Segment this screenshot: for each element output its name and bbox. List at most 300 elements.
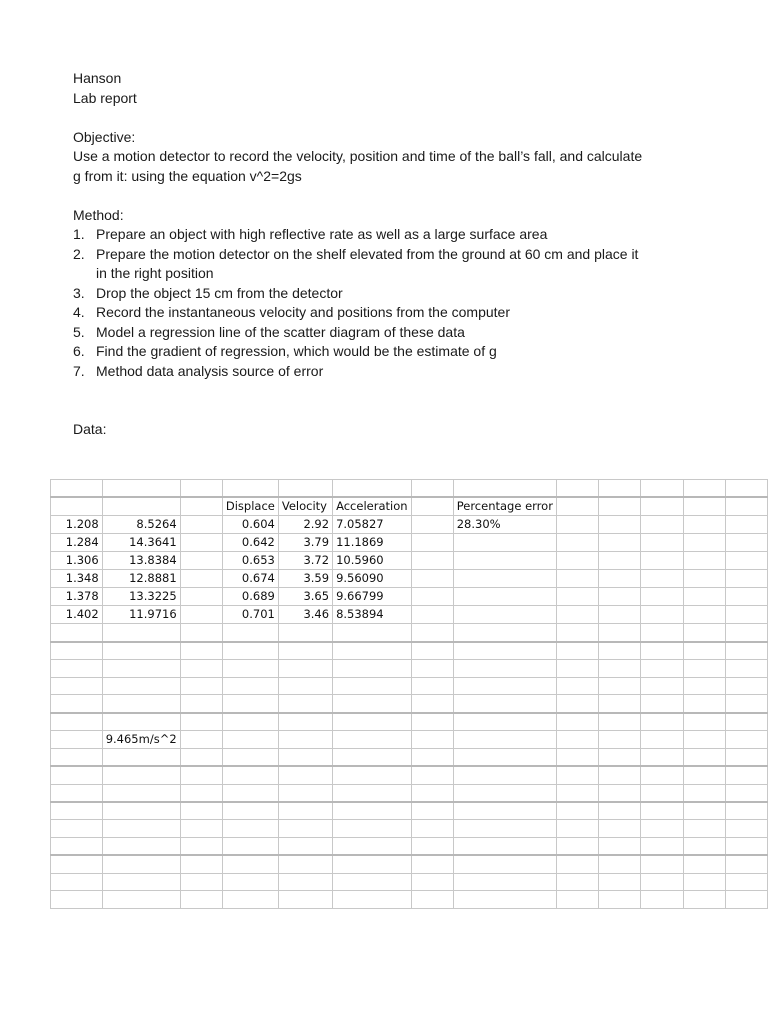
table-cell[interactable] (725, 838, 767, 856)
table-cell[interactable] (453, 891, 556, 909)
table-cell[interactable] (599, 516, 641, 534)
table-cell[interactable] (102, 480, 180, 498)
table-cell[interactable] (102, 838, 180, 856)
table-cell[interactable] (333, 480, 411, 498)
table-cell[interactable] (453, 695, 556, 713)
table-cell[interactable] (641, 552, 683, 570)
table-cell[interactable] (102, 784, 180, 802)
table-cell[interactable] (411, 820, 453, 838)
table-cell[interactable] (51, 480, 103, 498)
table-cell[interactable] (102, 695, 180, 713)
table-cell[interactable] (453, 606, 556, 624)
table-cell[interactable] (222, 713, 278, 731)
table-cell[interactable]: 3.59 (278, 570, 332, 588)
table-cell[interactable] (556, 784, 598, 802)
table-cell[interactable] (453, 677, 556, 695)
table-cell[interactable] (599, 784, 641, 802)
column-header-displacement[interactable]: Displace (222, 497, 278, 516)
table-cell[interactable] (222, 624, 278, 642)
table-cell[interactable] (51, 497, 103, 516)
table-cell[interactable]: 7.05827 (333, 516, 411, 534)
table-cell[interactable] (683, 606, 725, 624)
table-cell[interactable] (222, 695, 278, 713)
table-cell[interactable]: 11.9716 (102, 606, 180, 624)
table-cell[interactable] (599, 713, 641, 731)
table-cell[interactable] (222, 891, 278, 909)
table-cell[interactable]: 8.5264 (102, 516, 180, 534)
table-cell[interactable] (180, 873, 222, 891)
table-cell[interactable] (599, 766, 641, 784)
table-cell[interactable] (453, 784, 556, 802)
table-cell[interactable] (333, 855, 411, 873)
table-cell[interactable]: 0.653 (222, 552, 278, 570)
table-cell[interactable] (683, 855, 725, 873)
table-cell[interactable] (51, 749, 103, 767)
table-cell[interactable] (51, 731, 103, 749)
table-cell[interactable] (556, 588, 598, 606)
table-cell[interactable] (683, 480, 725, 498)
table-cell[interactable] (599, 855, 641, 873)
table-cell[interactable] (453, 731, 556, 749)
table-cell[interactable]: 0.604 (222, 516, 278, 534)
table-cell[interactable] (51, 695, 103, 713)
table-cell[interactable] (599, 695, 641, 713)
table-cell[interactable] (411, 588, 453, 606)
table-cell[interactable]: 9.66799 (333, 588, 411, 606)
table-cell[interactable] (641, 642, 683, 660)
column-header-acceleration[interactable]: Acceleration (333, 497, 411, 516)
table-cell[interactable] (556, 642, 598, 660)
table-cell[interactable] (411, 766, 453, 784)
table-cell[interactable]: 1.348 (51, 570, 103, 588)
table-cell[interactable] (411, 552, 453, 570)
table-cell[interactable] (641, 855, 683, 873)
table-cell[interactable] (333, 659, 411, 677)
table-cell[interactable] (725, 766, 767, 784)
table-cell[interactable] (411, 749, 453, 767)
table-cell[interactable]: 0.674 (222, 570, 278, 588)
table-cell[interactable] (51, 784, 103, 802)
table-cell[interactable]: 0.689 (222, 588, 278, 606)
table-cell[interactable] (333, 731, 411, 749)
table-cell[interactable] (333, 802, 411, 820)
table-cell[interactable] (453, 713, 556, 731)
percentage-error-cell[interactable]: 28.30% (453, 516, 556, 534)
table-cell[interactable] (453, 855, 556, 873)
table-cell[interactable] (725, 659, 767, 677)
table-cell[interactable] (222, 784, 278, 802)
table-cell[interactable] (641, 516, 683, 534)
table-cell[interactable] (102, 766, 180, 784)
table-cell[interactable] (102, 855, 180, 873)
table-cell[interactable]: 3.65 (278, 588, 332, 606)
table-cell[interactable] (599, 659, 641, 677)
table-cell[interactable] (683, 713, 725, 731)
table-cell[interactable] (641, 480, 683, 498)
table-cell[interactable] (453, 802, 556, 820)
table-cell[interactable] (725, 677, 767, 695)
table-cell[interactable] (453, 659, 556, 677)
table-cell[interactable] (725, 695, 767, 713)
table-cell[interactable] (599, 749, 641, 767)
table-cell[interactable] (180, 695, 222, 713)
table-cell[interactable] (278, 731, 332, 749)
table-cell[interactable] (278, 855, 332, 873)
table-cell[interactable] (411, 659, 453, 677)
table-cell[interactable] (683, 802, 725, 820)
table-cell[interactable] (453, 570, 556, 588)
table-cell[interactable] (180, 480, 222, 498)
table-cell[interactable] (599, 588, 641, 606)
table-cell[interactable] (725, 497, 767, 516)
table-cell[interactable] (556, 677, 598, 695)
table-cell[interactable]: 0.701 (222, 606, 278, 624)
table-cell[interactable] (683, 570, 725, 588)
table-cell[interactable] (556, 766, 598, 784)
table-cell[interactable] (641, 534, 683, 552)
table-cell[interactable] (683, 873, 725, 891)
table-cell[interactable] (278, 820, 332, 838)
table-cell[interactable] (641, 677, 683, 695)
table-cell[interactable] (51, 855, 103, 873)
table-cell[interactable] (51, 838, 103, 856)
table-cell[interactable] (683, 677, 725, 695)
table-cell[interactable] (453, 873, 556, 891)
table-cell[interactable] (411, 642, 453, 660)
table-cell[interactable] (411, 731, 453, 749)
table-cell[interactable] (599, 497, 641, 516)
table-cell[interactable] (683, 659, 725, 677)
table-cell[interactable]: 1.306 (51, 552, 103, 570)
table-cell[interactable]: 3.72 (278, 552, 332, 570)
table-cell[interactable] (411, 891, 453, 909)
table-cell[interactable] (411, 855, 453, 873)
table-cell[interactable] (333, 873, 411, 891)
table-cell[interactable] (599, 606, 641, 624)
table-cell[interactable] (453, 766, 556, 784)
table-cell[interactable] (556, 891, 598, 909)
table-cell[interactable] (683, 588, 725, 606)
table-cell[interactable] (411, 838, 453, 856)
table-cell[interactable] (641, 713, 683, 731)
table-cell[interactable] (51, 642, 103, 660)
table-cell[interactable]: 1.208 (51, 516, 103, 534)
table-cell[interactable] (683, 891, 725, 909)
table-cell[interactable] (278, 677, 332, 695)
table-cell[interactable] (411, 695, 453, 713)
table-cell[interactable]: 3.79 (278, 534, 332, 552)
table-cell[interactable] (641, 766, 683, 784)
table-cell[interactable]: 12.8881 (102, 570, 180, 588)
table-cell[interactable] (641, 891, 683, 909)
table-cell[interactable] (102, 749, 180, 767)
table-cell[interactable] (556, 534, 598, 552)
table-cell[interactable] (599, 820, 641, 838)
table-cell[interactable] (683, 534, 725, 552)
table-cell[interactable] (333, 838, 411, 856)
table-cell[interactable] (683, 642, 725, 660)
table-cell[interactable] (453, 552, 556, 570)
table-cell[interactable]: 9.56090 (333, 570, 411, 588)
table-cell[interactable] (278, 784, 332, 802)
table-cell[interactable] (278, 713, 332, 731)
table-cell[interactable] (556, 606, 598, 624)
table-cell[interactable] (725, 749, 767, 767)
table-cell[interactable] (333, 820, 411, 838)
table-cell[interactable] (180, 588, 222, 606)
table-cell[interactable] (102, 713, 180, 731)
table-cell[interactable] (411, 534, 453, 552)
table-cell[interactable] (411, 624, 453, 642)
table-cell[interactable] (278, 642, 332, 660)
table-cell[interactable] (599, 642, 641, 660)
table-cell[interactable] (222, 802, 278, 820)
table-cell[interactable] (556, 873, 598, 891)
table-cell[interactable]: 3.46 (278, 606, 332, 624)
table-cell[interactable] (180, 838, 222, 856)
table-cell[interactable] (278, 695, 332, 713)
column-header-velocity[interactable]: Velocity (278, 497, 332, 516)
table-cell[interactable] (556, 659, 598, 677)
table-cell[interactable] (278, 873, 332, 891)
table-cell[interactable] (556, 838, 598, 856)
table-cell[interactable] (641, 784, 683, 802)
table-cell[interactable] (641, 606, 683, 624)
table-cell[interactable] (599, 534, 641, 552)
table-cell[interactable] (180, 534, 222, 552)
table-cell[interactable] (102, 677, 180, 695)
table-cell[interactable] (102, 873, 180, 891)
table-cell[interactable] (556, 480, 598, 498)
table-cell[interactable] (599, 480, 641, 498)
table-cell[interactable] (411, 784, 453, 802)
table-cell[interactable] (725, 606, 767, 624)
table-cell[interactable] (683, 516, 725, 534)
table-cell[interactable] (222, 838, 278, 856)
table-cell[interactable] (222, 766, 278, 784)
table-cell[interactable] (725, 891, 767, 909)
table-cell[interactable] (222, 855, 278, 873)
table-cell[interactable] (411, 606, 453, 624)
table-cell[interactable] (411, 480, 453, 498)
table-cell[interactable] (725, 855, 767, 873)
table-cell[interactable] (411, 713, 453, 731)
table-cell[interactable] (725, 820, 767, 838)
table-cell[interactable] (102, 802, 180, 820)
table-cell[interactable] (51, 820, 103, 838)
table-cell[interactable] (180, 642, 222, 660)
table-cell[interactable] (556, 497, 598, 516)
table-cell[interactable] (453, 820, 556, 838)
table-cell[interactable] (51, 891, 103, 909)
table-cell[interactable] (556, 802, 598, 820)
table-cell[interactable] (222, 677, 278, 695)
table-cell[interactable] (683, 731, 725, 749)
table-cell[interactable] (556, 516, 598, 534)
table-cell[interactable] (599, 731, 641, 749)
table-cell[interactable] (453, 838, 556, 856)
table-cell[interactable] (725, 552, 767, 570)
table-cell[interactable] (556, 749, 598, 767)
table-cell[interactable] (599, 802, 641, 820)
table-cell[interactable] (683, 766, 725, 784)
table-cell[interactable] (51, 766, 103, 784)
table-cell[interactable] (51, 713, 103, 731)
table-cell[interactable] (180, 713, 222, 731)
table-cell[interactable] (180, 516, 222, 534)
table-cell[interactable] (180, 659, 222, 677)
table-cell[interactable] (453, 588, 556, 606)
table-cell[interactable] (725, 731, 767, 749)
table-cell[interactable] (51, 873, 103, 891)
table-cell[interactable]: 1.284 (51, 534, 103, 552)
table-cell[interactable] (51, 802, 103, 820)
table-cell[interactable]: 0.642 (222, 534, 278, 552)
table-cell[interactable] (102, 820, 180, 838)
table-cell[interactable] (683, 497, 725, 516)
table-cell[interactable] (180, 731, 222, 749)
table-cell[interactable] (641, 659, 683, 677)
table-cell[interactable] (51, 677, 103, 695)
table-cell[interactable] (725, 713, 767, 731)
table-cell[interactable] (641, 624, 683, 642)
table-cell[interactable] (180, 784, 222, 802)
table-cell[interactable] (453, 480, 556, 498)
table-cell[interactable] (333, 713, 411, 731)
table-cell[interactable] (453, 534, 556, 552)
table-cell[interactable] (411, 802, 453, 820)
table-cell[interactable] (278, 891, 332, 909)
table-cell[interactable] (222, 659, 278, 677)
table-cell[interactable] (180, 570, 222, 588)
column-header-percentage-error[interactable]: Percentage error (453, 497, 556, 516)
table-cell[interactable] (556, 570, 598, 588)
table-cell[interactable] (725, 642, 767, 660)
table-cell[interactable]: 13.8384 (102, 552, 180, 570)
table-cell[interactable] (725, 588, 767, 606)
table-cell[interactable] (222, 731, 278, 749)
table-cell[interactable] (51, 659, 103, 677)
table-cell[interactable] (641, 570, 683, 588)
table-cell[interactable] (278, 749, 332, 767)
table-cell[interactable]: 10.5960 (333, 552, 411, 570)
table-cell[interactable] (411, 516, 453, 534)
table-cell[interactable] (599, 873, 641, 891)
table-cell[interactable] (683, 784, 725, 802)
table-cell[interactable] (180, 820, 222, 838)
table-cell[interactable] (725, 873, 767, 891)
table-cell[interactable] (599, 838, 641, 856)
table-cell[interactable] (222, 873, 278, 891)
table-cell[interactable] (333, 624, 411, 642)
table-cell[interactable] (725, 516, 767, 534)
table-cell[interactable]: 1.402 (51, 606, 103, 624)
table-cell[interactable] (683, 624, 725, 642)
table-cell[interactable] (599, 570, 641, 588)
table-cell[interactable] (725, 784, 767, 802)
table-cell[interactable] (453, 624, 556, 642)
table-cell[interactable] (102, 659, 180, 677)
table-cell[interactable] (333, 766, 411, 784)
table-cell[interactable] (333, 749, 411, 767)
table-cell[interactable] (180, 677, 222, 695)
table-cell[interactable] (641, 731, 683, 749)
table-cell[interactable] (102, 497, 180, 516)
table-cell[interactable] (278, 766, 332, 784)
table-cell[interactable] (683, 552, 725, 570)
table-cell[interactable] (556, 713, 598, 731)
table-cell[interactable]: 8.53894 (333, 606, 411, 624)
table-cell[interactable] (453, 642, 556, 660)
table-cell[interactable] (556, 820, 598, 838)
table-cell[interactable]: 13.3225 (102, 588, 180, 606)
table-cell[interactable] (222, 749, 278, 767)
gravity-result-cell[interactable]: 9.465m/s^2 (102, 731, 180, 749)
table-cell[interactable] (180, 766, 222, 784)
table-cell[interactable] (641, 820, 683, 838)
table-cell[interactable] (556, 695, 598, 713)
table-cell[interactable] (411, 570, 453, 588)
table-cell[interactable] (556, 552, 598, 570)
table-cell[interactable] (556, 624, 598, 642)
table-cell[interactable] (180, 624, 222, 642)
table-cell[interactable] (102, 624, 180, 642)
table-cell[interactable] (453, 749, 556, 767)
table-cell[interactable] (641, 695, 683, 713)
table-cell[interactable] (599, 624, 641, 642)
table-cell[interactable] (51, 624, 103, 642)
table-cell[interactable] (641, 873, 683, 891)
table-cell[interactable]: 2.92 (278, 516, 332, 534)
table-cell[interactable] (278, 659, 332, 677)
table-cell[interactable] (180, 606, 222, 624)
table-cell[interactable] (333, 784, 411, 802)
table-cell[interactable] (683, 838, 725, 856)
table-cell[interactable] (599, 891, 641, 909)
table-cell[interactable] (278, 802, 332, 820)
table-cell[interactable] (278, 480, 332, 498)
table-cell[interactable] (222, 820, 278, 838)
table-cell[interactable] (180, 749, 222, 767)
table-cell[interactable] (556, 731, 598, 749)
table-cell[interactable] (725, 534, 767, 552)
table-cell[interactable] (683, 695, 725, 713)
table-cell[interactable]: 11.1869 (333, 534, 411, 552)
table-cell[interactable] (222, 642, 278, 660)
table-cell[interactable] (641, 588, 683, 606)
table-cell[interactable] (641, 838, 683, 856)
table-cell[interactable] (333, 677, 411, 695)
table-cell[interactable] (641, 749, 683, 767)
table-cell[interactable] (180, 802, 222, 820)
table-cell[interactable] (725, 624, 767, 642)
table-cell[interactable] (102, 891, 180, 909)
table-cell[interactable] (180, 891, 222, 909)
table-cell[interactable] (411, 873, 453, 891)
table-cell[interactable]: 1.378 (51, 588, 103, 606)
table-cell[interactable] (278, 838, 332, 856)
table-cell[interactable] (333, 642, 411, 660)
table-cell[interactable] (725, 480, 767, 498)
table-cell[interactable] (683, 820, 725, 838)
table-cell[interactable] (222, 480, 278, 498)
table-cell[interactable] (102, 642, 180, 660)
table-cell[interactable] (641, 802, 683, 820)
table-cell[interactable] (641, 497, 683, 516)
table-cell[interactable] (599, 552, 641, 570)
table-cell[interactable] (556, 855, 598, 873)
table-cell[interactable] (725, 802, 767, 820)
